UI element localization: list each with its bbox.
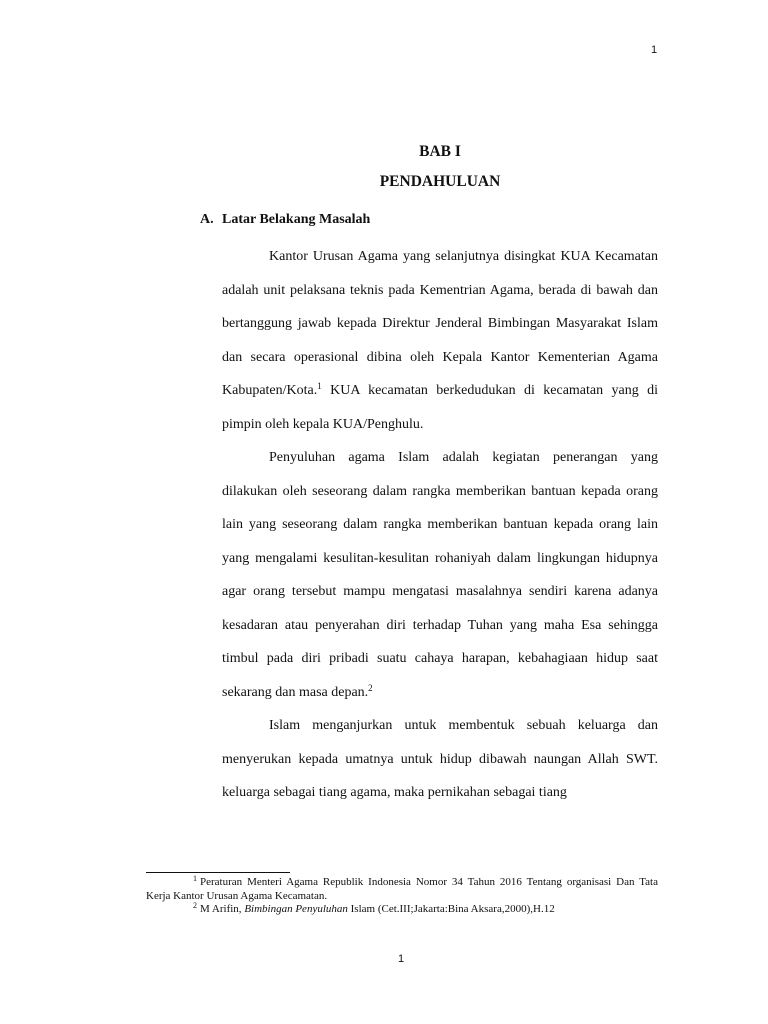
paragraph-2-text: Penyuluhan agama Islam adalah kegiatan penerangan yang dilakukan oleh seseorang dalam rangka memberikan bantuan kepada orang lain yang seseorang dalam rangka memberikan bantuan kepada orang lain yang mengalami kesulitan-kesulitan rohaniyah dalam lingkungan hidupnya agar orang tersebut mampu mengatasi masalahnya sendiri karena adanya kesadaran atau penyerahan diri terhadap Tuhan yang maha Esa sehingga timbul pada diri pribadi suatu cahaya harapan, kebahagiaan hidup saat sekarang dan masa depan. <box>222 450 658 700</box>
footnote-mark-2: 2 <box>193 901 197 910</box>
paragraph-3-text: Islam menganjurkan untuk membentuk sebuah keluarga dan menyerukan kepada umatnya untuk hidup dibawah naungan Allah SWT. keluarga sebagai tiang agama, maka pernikahan sebagai tiang <box>222 718 658 800</box>
footnote-separator <box>146 872 290 873</box>
footnote-ref-1: 1 <box>317 381 322 391</box>
footnote-2 <box>146 903 658 917</box>
section-heading <box>200 212 370 228</box>
paragraph-1-text: Kantor Urusan Agama yang selanjutnya disingkat KUA Kecamatan adalah unit pelaksana teknis pada Kementrian Agama, berada di bawah dan bertanggung jawab kepada Direktur Jenderal Bimbingan Masyarakat Islam dan secara operasional dibina oleh Kepala Kantor Kementerian Agama Kabupaten/Kota. <box>222 249 658 398</box>
body-text <box>222 240 658 810</box>
section-title: Latar Belakang Masalah <box>222 212 371 227</box>
footnote-2-author: M Arifin, <box>200 903 245 915</box>
footnote-ref-2: 2 <box>368 682 373 693</box>
chapter-number: BAB I <box>419 143 461 160</box>
footnote-2-publication: Islam (Cet.III;Jakarta:Bina Aksara,2000),H.12 <box>347 903 555 915</box>
chapter-title: PENDAHULUAN <box>379 173 501 190</box>
footnote-1 <box>146 876 658 903</box>
paragraph-3 <box>222 709 658 810</box>
paragraph-1 <box>222 240 658 441</box>
page-number-top: 1 <box>651 44 658 56</box>
footnote-mark-1: 1 <box>193 874 197 883</box>
page-number-bottom: 1 <box>398 953 405 965</box>
paragraph-2 <box>222 441 658 709</box>
chapter-heading <box>222 137 658 197</box>
section-letter: A. <box>200 212 214 227</box>
footnote-2-book-title: Bimbingan Penyuluhan <box>244 903 348 915</box>
footnotes <box>146 876 658 917</box>
paragraph-1-continuation: KUA kecamatan berkedudukan di kecamatan yang di pimpin oleh kepala KUA/Penghulu. <box>222 383 658 432</box>
footnote-1-text: Peraturan Menteri Agama Republik Indonesia Nomor 34 Tahun 2016 Tentang organisasi Dan Tata Kerja Kantor Urusan Agama Kecamatan. <box>146 876 658 902</box>
